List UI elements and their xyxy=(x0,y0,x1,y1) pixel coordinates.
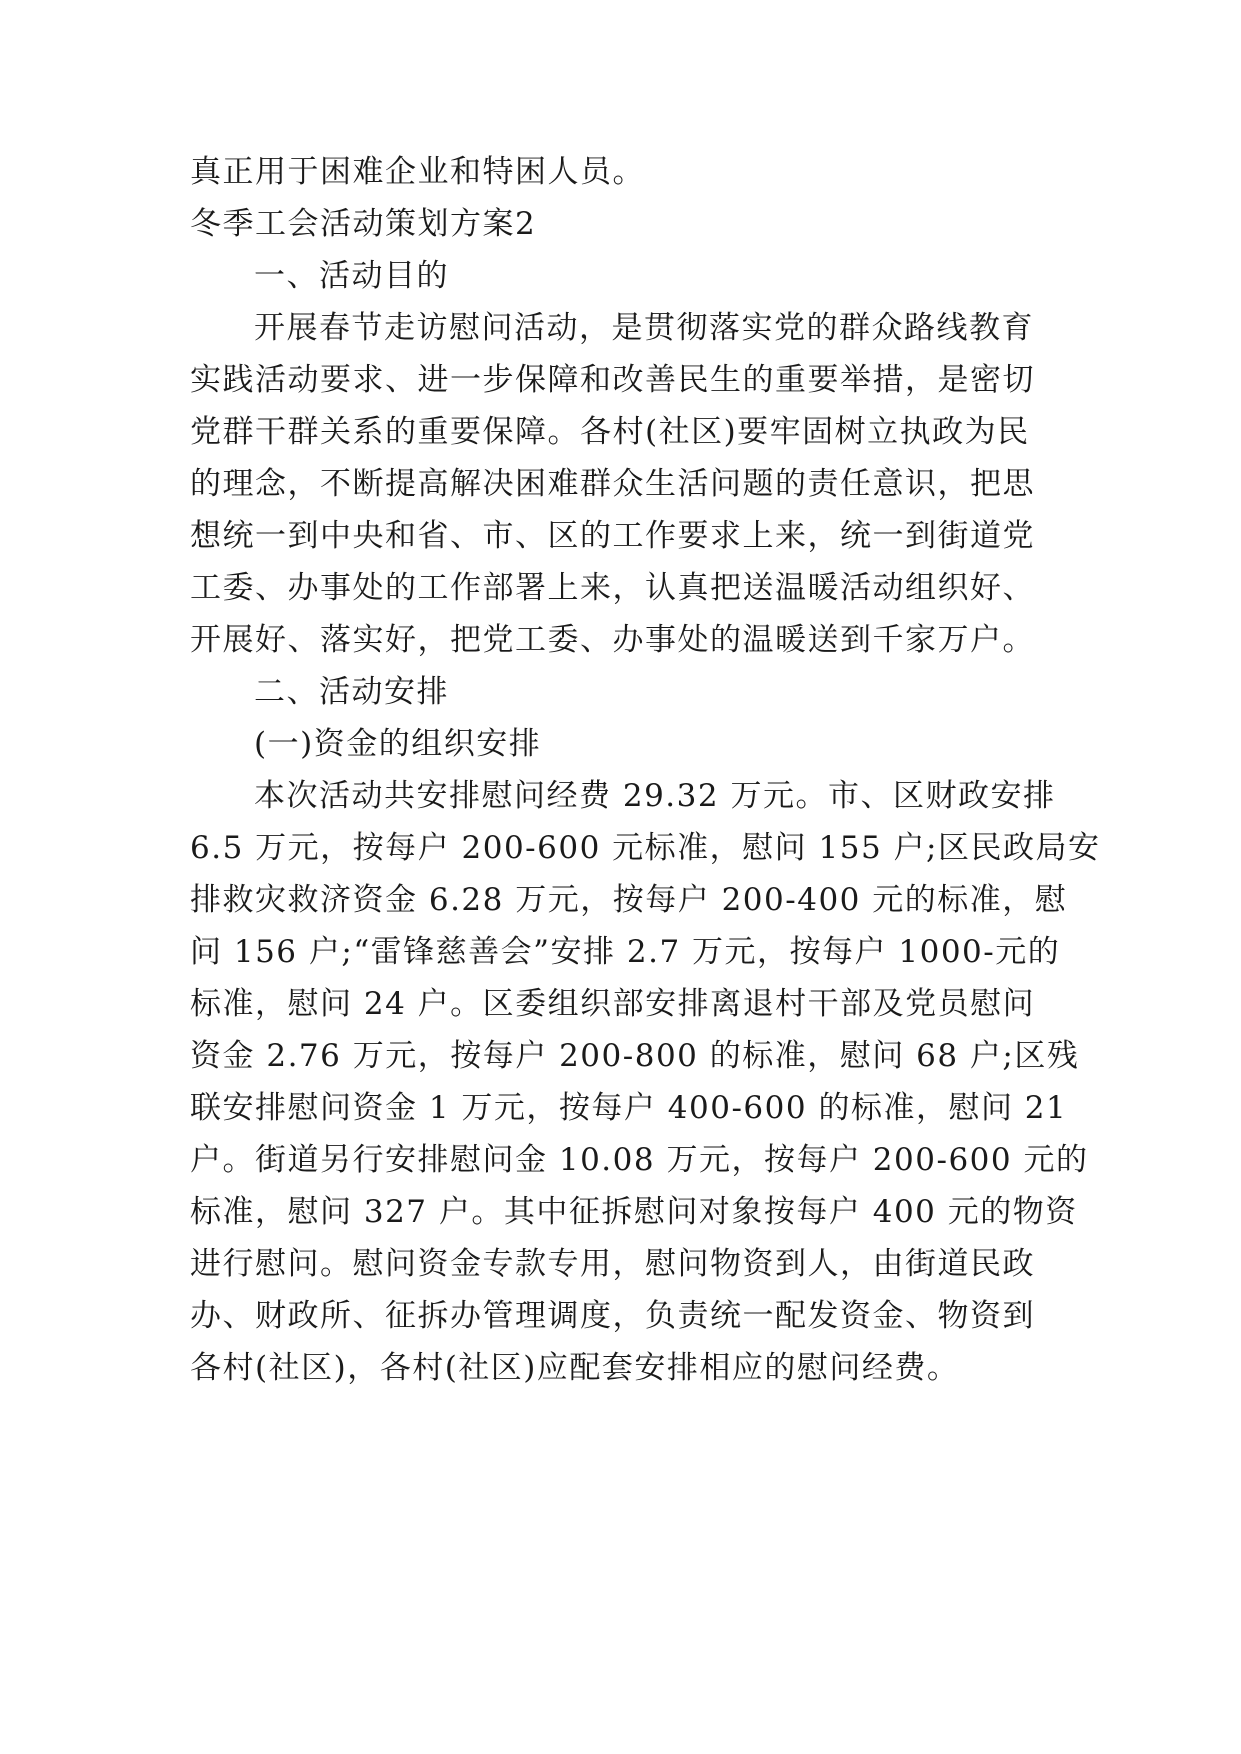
heading-purpose: 一、活动目的 xyxy=(254,258,449,294)
text-line: 真正用于困难企业和特困人员。 xyxy=(190,154,645,190)
heading-arrangement: 二、活动安排 xyxy=(254,674,449,710)
paragraph-line: 联安排慰问资金 1 万元，按每户 400-600 的标准，慰问 21 xyxy=(190,1090,1068,1126)
paragraph-line: 的理念，不断提高解决困难群众生活问题的责任意识，把思 xyxy=(190,466,1035,502)
paragraph-line: 标准，慰问 327 户。其中征拆慰问对象按每户 400 元的物资 xyxy=(190,1194,1078,1230)
paragraph-line: 实践活动要求、进一步保障和改善民生的重要举措，是密切 xyxy=(190,362,1035,398)
paragraph-line: 各村(社区)，各村(社区)应配套安排相应的慰问经费。 xyxy=(190,1350,960,1386)
paragraph-line: 想统一到中央和省、市、区的工作要求上来，统一到街道党 xyxy=(190,518,1035,554)
paragraph-line: 工委、办事处的工作部署上来，认真把送温暖活动组织好、 xyxy=(190,570,1035,606)
paragraph-line: 问 156 户;“雷锋慈善会”安排 2.7 万元，按每户 1000-元的 xyxy=(190,934,1061,970)
subheading-funds: (一)资金的组织安排 xyxy=(254,726,542,762)
paragraph-line: 6.5 万元，按每户 200-600 元标准，慰问 155 户;区民政局安 xyxy=(190,830,1101,866)
paragraph-line: 本次活动共安排慰问经费 29.32 万元。市、区财政安排 xyxy=(254,778,1056,814)
paragraph-line: 标准，慰问 24 户。区委组织部安排离退村干部及党员慰问 xyxy=(190,986,1036,1022)
paragraph-line: 开展春节走访慰问活动，是贯彻落实党的群众路线教育 xyxy=(254,310,1034,346)
paragraph-line: 户。街道另行安排慰问金 10.08 万元，按每户 200-600 元的 xyxy=(190,1142,1089,1178)
paragraph-line: 办、财政所、征拆办管理调度，负责统一配发资金、物资到 xyxy=(190,1298,1035,1334)
section-title: 冬季工会活动策划方案2 xyxy=(190,206,537,242)
paragraph-line: 资金 2.76 万元，按每户 200-800 的标准，慰问 68 户;区残 xyxy=(190,1038,1080,1074)
paragraph-line: 开展好、落实好，把党工委、办事处的温暖送到千家万户。 xyxy=(190,622,1035,658)
paragraph-line: 党群干群关系的重要保障。各村(社区)要牢固树立执政为民 xyxy=(190,414,1030,450)
paragraph-line: 排救灾救济资金 6.28 万元，按每户 200-400 元的标准，慰 xyxy=(190,882,1068,918)
paragraph-line: 进行慰问。慰问资金专款专用，慰问物资到人，由街道民政 xyxy=(190,1246,1035,1282)
